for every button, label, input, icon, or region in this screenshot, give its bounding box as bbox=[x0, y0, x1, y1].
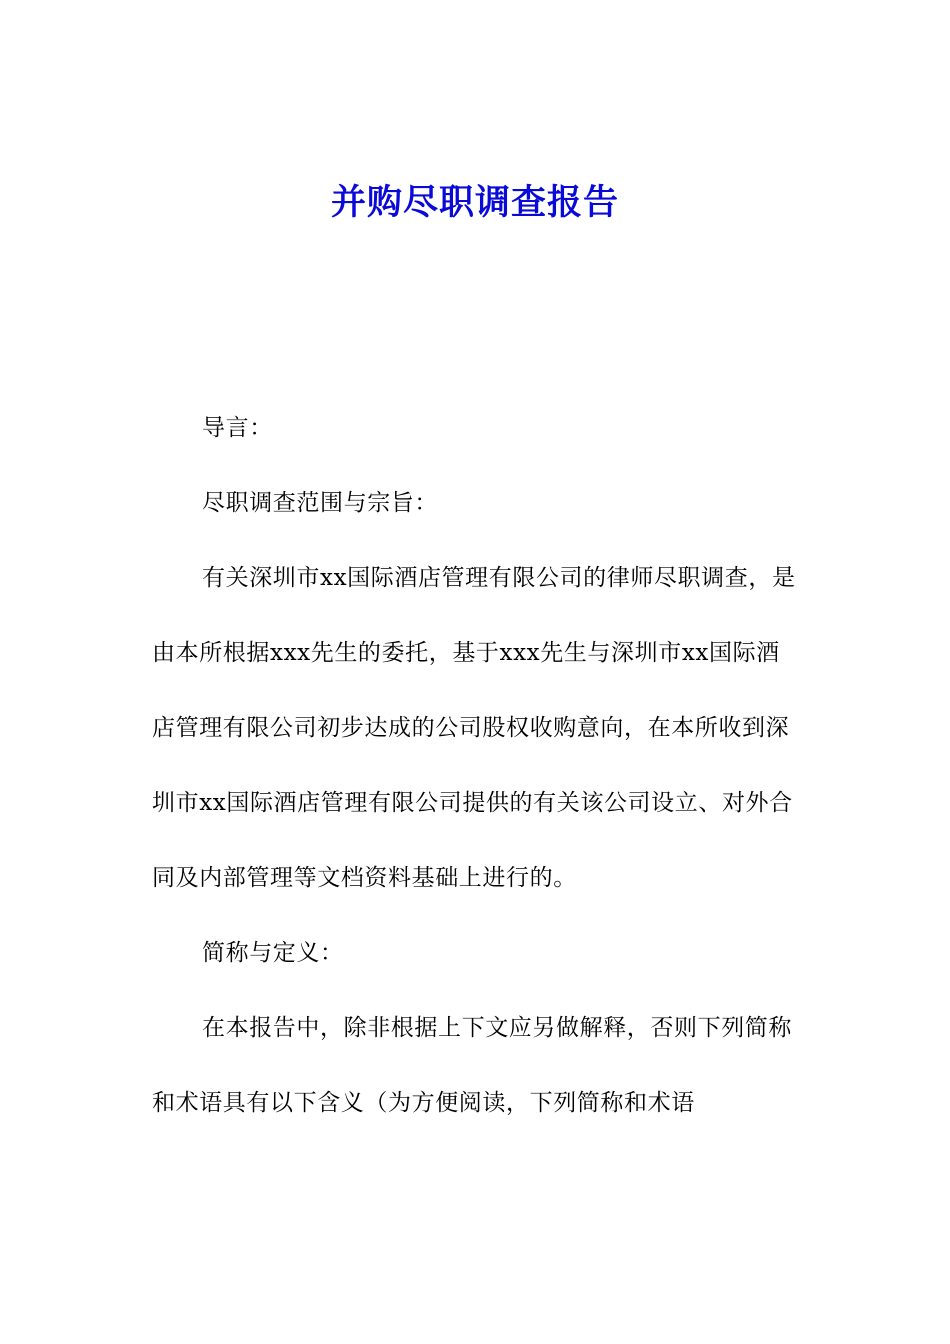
document-title: 并购尽职调查报告 bbox=[330, 182, 619, 223]
document-body bbox=[152, 404, 802, 1154]
paragraph-intro-heading: 导言： bbox=[202, 415, 273, 441]
paragraph-scope-body: 有关深圳市xx国际酒店管理有限公司的律师尽职调查，是由本所根据xxx先生的委托，基于xxx先生与深圳市xx国际酒店管理有限公司初步达成的公司股权收购意向，在本所收到深圳市xx国际酒店管理有限公司提供的有关该公司设立、对外合同及内部管理等文档资料基础上进行的。 bbox=[152, 565, 796, 891]
paragraph-definitions-heading: 简称与定义： bbox=[202, 940, 344, 966]
paragraph-scope-heading: 尽职调查范围与宗旨： bbox=[202, 490, 438, 516]
paragraph-definitions-body: 在本报告中，除非根据上下文应另做解释，否则下列简称和术语具有以下含义（为方便阅读，下列简称和术语 bbox=[152, 1015, 792, 1116]
